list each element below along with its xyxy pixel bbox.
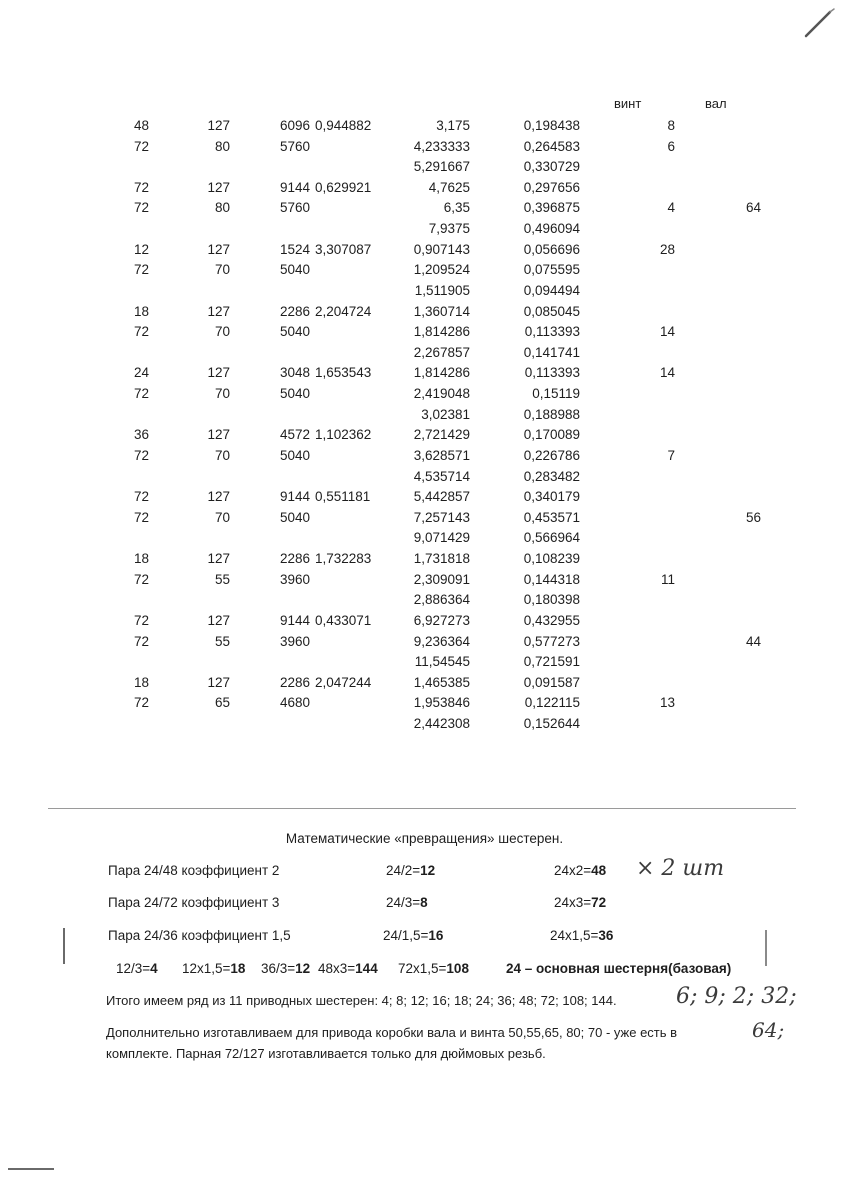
cell-c6: 0,264583 (523, 139, 580, 154)
cell-c5: 4,535714 (413, 469, 470, 484)
cell-c5: 1,731818 (413, 551, 470, 566)
cell-c5: 3,628571 (413, 448, 470, 463)
table-row (0, 324, 849, 344)
cell-c5: 5,291667 (413, 159, 470, 174)
cell-c6: 0,144318 (523, 572, 580, 587)
cell-c5: 1,814286 (413, 365, 470, 380)
scan-mark-left (63, 928, 65, 964)
cell-c2: 70 (214, 262, 230, 277)
cell-c3: 5760 (279, 200, 310, 215)
table-row (0, 572, 849, 592)
cell-c1: 18 (134, 551, 150, 566)
table-row (0, 675, 849, 695)
cell-c5: 1,209524 (413, 262, 470, 277)
cell-c6: 0,075595 (523, 262, 580, 277)
cell-c4: 1,732283 (315, 551, 372, 566)
table-row (0, 716, 849, 736)
pair-3-label: Пара 24/36 коэффициент 1,5 (108, 928, 291, 943)
cell-c7: 7 (667, 448, 675, 463)
cell-c2: 127 (207, 242, 230, 257)
cell-c2: 70 (214, 510, 230, 525)
table-row (0, 304, 849, 324)
cell-c6: 0,432955 (523, 613, 580, 628)
cell-c7: 8 (667, 118, 675, 133)
cell-c6: 0,15119 (532, 386, 580, 401)
cell-c6: 0,113393 (524, 365, 580, 380)
scan-mark-bottom (8, 1168, 54, 1170)
table-row (0, 510, 849, 530)
cell-c2: 70 (214, 448, 230, 463)
cell-c6: 0,297656 (523, 180, 580, 195)
cell-c6: 0,566964 (523, 530, 580, 545)
table-row (0, 221, 849, 241)
summary-line: Итого имеем ряд из 11 приводных шестерен: 4; 8; 12; 16; 18; 24; 36; 48; 72; 108; 144. (106, 993, 617, 1008)
cell-c7: 13 (659, 695, 675, 710)
cell-c7: 6 (667, 139, 675, 154)
header-val: вал (705, 96, 727, 111)
cell-c6: 0,094494 (523, 283, 580, 298)
pair-1-mul: 24x2=48 (554, 863, 607, 878)
cell-c6: 0,170089 (523, 427, 580, 442)
cell-c6: 0,577273 (523, 634, 580, 649)
pair-1-div: 24/2=12 (386, 863, 436, 878)
cell-c6: 0,283482 (523, 469, 580, 484)
cell-c1: 48 (134, 118, 150, 133)
table-row (0, 180, 849, 200)
cell-c6: 0,085045 (523, 304, 580, 319)
cell-c5: 1,511905 (414, 283, 470, 298)
cell-c3: 2286 (279, 304, 310, 319)
cell-c5: 4,7625 (428, 180, 470, 195)
cell-c1: 72 (134, 139, 150, 154)
scan-mark-right (765, 930, 767, 966)
cell-c3: 4572 (279, 427, 310, 442)
cell-c5: 4,233333 (413, 139, 470, 154)
cell-c5: 2,309091 (413, 572, 470, 587)
cell-c1: 72 (134, 489, 150, 504)
table-row (0, 654, 849, 674)
cell-c3: 9144 (279, 613, 310, 628)
pair-2-label: Пара 24/72 коэффициент 3 (108, 895, 280, 910)
cell-c6: 0,152644 (523, 716, 580, 731)
extra-line-2: комплекте. Парная 72/127 изготавливается только для дюймовых резьб. (106, 1046, 546, 1061)
cell-c1: 72 (134, 572, 150, 587)
cell-c3: 5040 (279, 386, 310, 401)
cell-c7: 28 (659, 242, 675, 257)
cell-c1: 72 (134, 613, 150, 628)
cell-c3: 5040 (279, 510, 310, 525)
cell-c6: 0,396875 (523, 200, 580, 215)
cell-c7: 4 (667, 200, 675, 215)
cell-c6: 0,330729 (523, 159, 580, 174)
calc-5: 72x1,5=108 (398, 961, 469, 976)
cell-c5: 6,927273 (413, 613, 470, 628)
cell-c5: 2,419048 (413, 386, 470, 401)
cell-c2: 65 (214, 695, 230, 710)
table-row (0, 345, 849, 365)
table-row (0, 200, 849, 220)
cell-c6: 0,721591 (523, 654, 580, 669)
cell-c2: 127 (207, 427, 230, 442)
table-row (0, 634, 849, 654)
cell-c5: 7,257143 (413, 510, 470, 525)
cell-c7: 14 (659, 365, 675, 380)
cell-c1: 18 (134, 304, 150, 319)
cell-c8: 56 (745, 510, 761, 525)
cell-c6: 0,340179 (523, 489, 580, 504)
cell-c6: 0,180398 (523, 592, 580, 607)
cell-c1: 72 (134, 324, 150, 339)
cell-c1: 72 (134, 634, 150, 649)
cell-c5: 5,442857 (413, 489, 470, 504)
pair-2-mul: 24x3=72 (554, 895, 607, 910)
cell-c6: 0,113393 (524, 324, 580, 339)
cell-c4: 1,102362 (315, 427, 372, 442)
cell-c4: 1,653543 (315, 365, 372, 380)
cell-c3: 6096 (279, 118, 310, 133)
cell-c3: 5040 (279, 324, 310, 339)
cell-c3: 1524 (279, 242, 310, 257)
table-row (0, 386, 849, 406)
cell-c6: 0,226786 (523, 448, 580, 463)
cell-c5: 2,267857 (413, 345, 470, 360)
cell-c1: 72 (134, 510, 150, 525)
cell-c6: 0,122115 (524, 695, 580, 710)
cell-c5: 2,886364 (413, 592, 470, 607)
cell-c1: 72 (134, 448, 150, 463)
cell-c2: 70 (214, 324, 230, 339)
cell-c1: 18 (134, 675, 150, 690)
cell-c3: 2286 (279, 551, 310, 566)
table-row (0, 427, 849, 447)
cell-c3: 4680 (279, 695, 310, 710)
cell-c5: 3,175 (436, 118, 470, 133)
cell-c6: 0,141741 (523, 345, 580, 360)
cell-c3: 9144 (279, 489, 310, 504)
calc-2: 12x1,5=18 (182, 961, 246, 976)
cell-c3: 3960 (279, 634, 310, 649)
cell-c1: 36 (134, 427, 150, 442)
cell-c5: 6,35 (443, 200, 470, 215)
cell-c3: 5760 (279, 139, 310, 154)
cell-c3: 3048 (279, 365, 310, 380)
cell-c6: 0,198438 (523, 118, 580, 133)
cell-c6: 0,091587 (523, 675, 580, 690)
cell-c1: 72 (134, 386, 150, 401)
cell-c3: 5040 (279, 262, 310, 277)
cell-c2: 80 (214, 200, 230, 215)
cell-c2: 127 (207, 613, 230, 628)
cell-c1: 24 (134, 365, 150, 380)
cell-c2: 127 (207, 489, 230, 504)
cell-c7: 14 (659, 324, 675, 339)
table-row (0, 592, 849, 612)
table-row (0, 469, 849, 489)
pair-3-div: 24/1,5=16 (383, 928, 444, 943)
cell-c5: 2,442308 (413, 716, 470, 731)
pair-1-label: Пара 24/48 коэффициент 2 (108, 863, 280, 878)
cell-c2: 127 (207, 304, 230, 319)
table-row (0, 242, 849, 262)
cell-c5: 1,953846 (413, 695, 470, 710)
cell-c5: 0,907143 (413, 242, 470, 257)
cell-c2: 70 (214, 386, 230, 401)
cell-c3: 3960 (279, 572, 310, 587)
cell-c5: 3,02381 (421, 407, 470, 422)
base-gear-note: 24 – основная шестерня(базовая) (506, 961, 732, 976)
cell-c3: 2286 (279, 675, 310, 690)
table-row (0, 551, 849, 571)
cell-c5: 1,814286 (413, 324, 470, 339)
cell-c4: 2,047244 (315, 675, 372, 690)
cell-c2: 80 (214, 139, 230, 154)
cell-c7: 11 (660, 572, 675, 587)
table-row (0, 613, 849, 633)
cell-c2: 127 (207, 365, 230, 380)
table-row (0, 695, 849, 715)
table-row (0, 262, 849, 282)
table-row (0, 118, 849, 138)
cell-c5: 1,465385 (413, 675, 470, 690)
cell-c1: 72 (134, 200, 150, 215)
cell-c4: 0,629921 (315, 180, 372, 195)
cell-c1: 72 (134, 695, 150, 710)
calc-3: 36/3=12 (261, 961, 311, 976)
extra-line-1: Дополнительно изготавливаем для привода коробки вала и винта 50,55,65, 80; 70 - уже есть в (106, 1025, 678, 1040)
table-row (0, 159, 849, 179)
cell-c5: 2,721429 (413, 427, 470, 442)
calc-4: 48x3=144 (318, 961, 378, 976)
table-row (0, 530, 849, 550)
header-vint: винт (614, 96, 642, 111)
cell-c6: 0,453571 (523, 510, 580, 525)
cell-c3: 5040 (279, 448, 310, 463)
calc-1: 12/3=4 (116, 961, 158, 976)
cell-c4: 0,551181 (315, 489, 371, 504)
table-row (0, 489, 849, 509)
handwritten-times-two: × 2 шт (636, 856, 725, 881)
table-row (0, 407, 849, 427)
cell-c6: 0,056696 (523, 242, 580, 257)
cell-c2: 127 (207, 675, 230, 690)
cell-c2: 55 (214, 634, 230, 649)
cell-c1: 72 (134, 180, 150, 195)
table-row (0, 448, 849, 468)
cell-c5: 9,236364 (413, 634, 470, 649)
table-row (0, 283, 849, 303)
cell-c3: 9144 (279, 180, 310, 195)
cell-c4: 2,204724 (315, 304, 372, 319)
cell-c2: 127 (207, 551, 230, 566)
cell-c5: 9,071429 (413, 530, 470, 545)
cell-c1: 72 (134, 262, 150, 277)
cell-c2: 127 (207, 180, 230, 195)
section-title: Математические «превращения» шестерен. (285, 831, 564, 846)
table-row (0, 139, 849, 159)
table-row (0, 365, 849, 385)
cell-c2: 55 (214, 572, 230, 587)
handwritten-numbers: 6; 9; 2; 32; (676, 984, 797, 1009)
handwritten-64: 64; (752, 1018, 785, 1042)
cell-c2: 127 (207, 118, 230, 133)
cell-c6: 0,108239 (523, 551, 580, 566)
divider (48, 808, 796, 809)
cell-c4: 0,944882 (315, 118, 372, 133)
pen-mark-icon (800, 6, 840, 40)
cell-c5: 1,360714 (413, 304, 470, 319)
cell-c6: 0,496094 (523, 221, 580, 236)
cell-c4: 3,307087 (315, 242, 372, 257)
cell-c4: 0,433071 (315, 613, 372, 628)
pair-2-div: 24/3=8 (386, 895, 428, 910)
cell-c6: 0,188988 (523, 407, 580, 422)
cell-c1: 12 (134, 242, 150, 257)
pair-3-mul: 24x1,5=36 (550, 928, 614, 943)
cell-c8: 44 (745, 634, 761, 649)
cell-c8: 64 (745, 200, 761, 215)
cell-c5: 7,9375 (428, 221, 470, 236)
cell-c5: 11,54545 (414, 654, 470, 669)
